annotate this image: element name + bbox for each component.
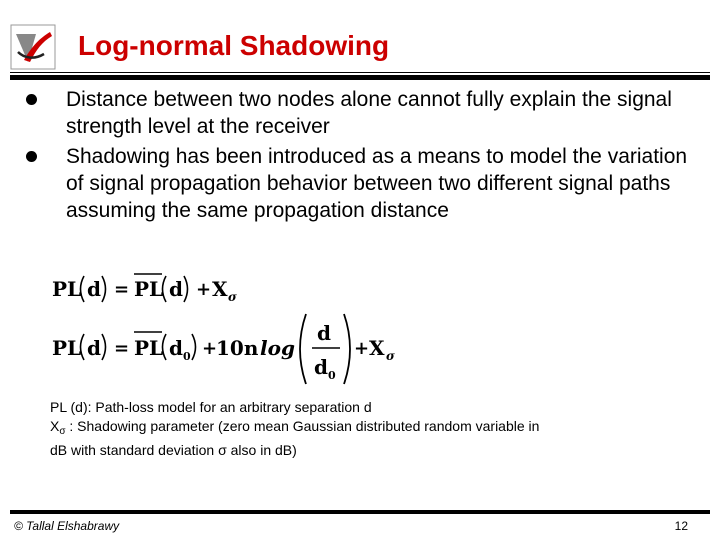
footer-author: © Tallal Elshabrawy [14, 519, 120, 533]
definition-shadowing [50, 417, 670, 441]
footer-rule [10, 510, 710, 514]
svg-text:d: d [87, 336, 101, 360]
svg-text:0: 0 [183, 350, 191, 363]
svg-text:d: d [314, 355, 328, 379]
bullet-item [14, 143, 704, 224]
svg-text:X: X [212, 277, 228, 301]
bullet-text: Distance between two nodes alone cannot fully explain the signal strength level at the receiver [66, 88, 672, 138]
svg-text:X: X [369, 336, 385, 360]
svg-text:PL: PL [52, 277, 82, 301]
definition-shadowing-text: : Shadowing parameter (zero mean Gaussian distributed random variable in [65, 418, 540, 434]
svg-text:=: = [114, 338, 130, 359]
bullet-list [14, 86, 704, 227]
svg-text:d: d [87, 277, 101, 301]
definition-shadowing-cont: dB with standard deviation σ also in dB) [50, 442, 297, 458]
equation-path-loss-shadowing [50, 268, 300, 308]
svg-text:+: + [196, 279, 212, 300]
svg-text:PL: PL [134, 277, 164, 301]
slide-title: Log-normal Shadowing [78, 30, 390, 61]
bullet-dot-icon [26, 151, 37, 162]
bullet-item [14, 86, 704, 140]
svg-text:+: + [202, 338, 218, 359]
svg-text:PL: PL [52, 336, 82, 360]
university-logo-icon [10, 24, 56, 70]
svg-text:σ: σ [386, 349, 395, 363]
equation-log-distance-path-loss [50, 310, 410, 388]
svg-text:d: d [317, 321, 331, 345]
title-rule-thin [10, 72, 710, 73]
page-number: 12 [674, 519, 688, 533]
bullet-dot-icon [26, 94, 37, 105]
svg-text:=: = [114, 279, 130, 300]
bullet-text: Shadowing has been introduced as a means to model the variation of signal propagation behavior between two different signal paths assuming the same propagation distance [66, 145, 688, 222]
svg-text:0: 0 [328, 369, 336, 382]
definition-path-loss: PL (d): Path-loss model for an arbitrary separation d [50, 399, 372, 415]
definitions-block [50, 398, 670, 460]
svg-text:PL: PL [134, 336, 164, 360]
svg-text:σ: σ [228, 290, 237, 304]
svg-text:10n: 10n [216, 336, 259, 360]
title-rule [10, 75, 710, 80]
svg-text:d: d [169, 336, 183, 360]
symbol-x: X [50, 418, 60, 434]
svg-text:d: d [169, 277, 183, 301]
svg-text:+: + [354, 338, 370, 359]
svg-text:log: log [260, 336, 295, 360]
symbol-sigma: σ [59, 426, 66, 437]
